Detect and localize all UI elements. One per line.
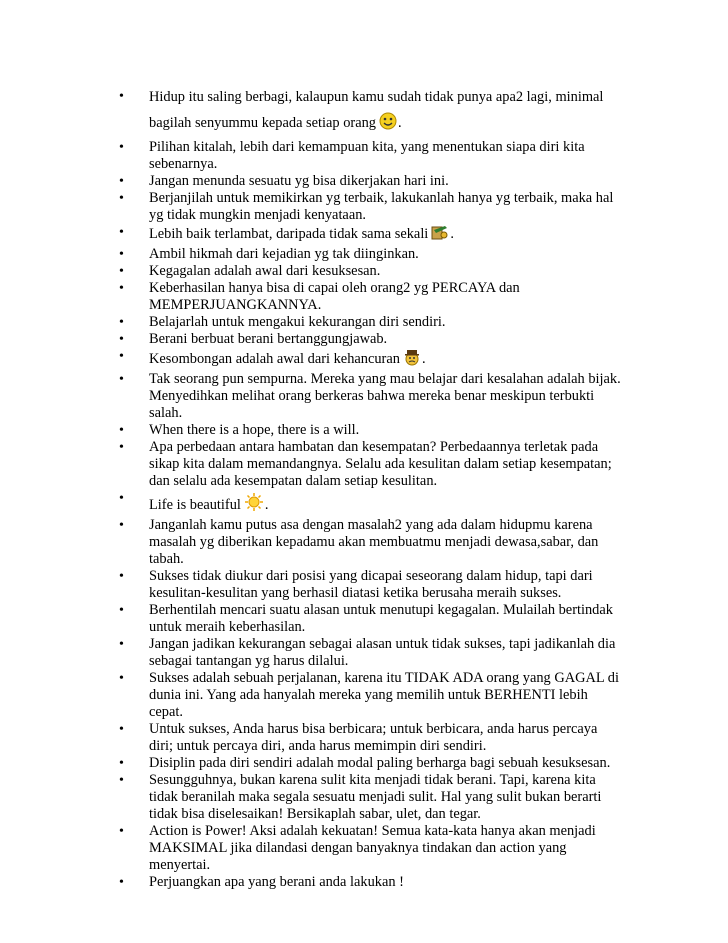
quote-list [119, 84, 624, 891]
list-item: • Berhentilah mencari suatu alasan untuk menutupi kegagalan. Mulailah bertindak untuk meraih keberhasilan. [119, 602, 624, 636]
list-item: • Sukses adalah sebuah perjalanan, karena itu TIDAK ADA orang yang GAGAL di dunia ini. Yang ada hanyalah mereka yang memilih untuk BERHENTI lebih cepat. [119, 670, 624, 721]
list-item: • Jangan jadikan kekurangan sebagai alasan untuk tidak sukses, tapi jadikanlah dia sebagai tantangan yg harus dilalui. [119, 636, 624, 670]
list-item: • Berani berbuat berani bertanggungjawab. [119, 331, 624, 348]
smiley-icon [379, 112, 397, 139]
list-item: • Sukses tidak diukur dari posisi yang dicapai seseorang dalam hidup, tapi dari kesulitan-kesulitan yang berhasil diatasi ketika berusaha meraih sukses. [119, 568, 624, 602]
list-item: • Janganlah kamu putus asa dengan masalah2 yang ada dalam hidupmu karena masalah yg diberikan kepadamu akan membuatmu menjadi dewasa,sabar, dan tabah. [119, 517, 624, 568]
sun-icon [244, 492, 264, 517]
list-item: • Lebih baik terlambat, daripada tidak sama sekali . [119, 224, 624, 246]
list-item: • Untuk sukses, Anda harus bisa berbicara; untuk berbicara, anda harus percaya diri; untuk percaya diri, anda harus memimpin diri sendiri. [119, 721, 624, 755]
list-item: • Perjuangkan apa yang berani anda lakukan ! [119, 874, 624, 891]
list-item: • Action is Power! Aksi adalah kekuatan! Semua kata-kata hanya akan menjadi MAKSIMAL jika dilandasi dengan banyaknya tindakan dan action yang menyertai. [119, 823, 624, 874]
list-item: • Keberhasilan hanya bisa di capai oleh orang2 yg PERCAYA dan MEMPERJUANGKANNYA. [119, 280, 624, 314]
list-item: • Life is beautiful . [119, 490, 624, 517]
list-item: • Apa perbedaan antara hambatan dan kesempatan? Perbedaannya terletak pada sikap kita dalam memandangnya. Selalu ada kesulitan dalam setiap kesempatan; dan selalu ada kesempatan dalam setiap kesulitan. [119, 439, 624, 490]
running-late-icon [431, 224, 449, 246]
list-item: • Berjanjilah untuk memikirkan yg terbaik, lakukanlah hanya yg terbaik, maka hal yg tidak mungkin menjadi kenyataan. [119, 190, 624, 224]
list-item: • Belajarlah untuk mengakui kekurangan diri sendiri. [119, 314, 624, 331]
list-item: • Sesungguhnya, bukan karena sulit kita menjadi tidak berani. Tapi, karena kita tidak beranilah maka segala sesuatu menjadi sulit. Hal yang sulit bukan berarti tidak bisa diselesaikan! Bersikaplah sabar, ulet, dan tegar. [119, 772, 624, 823]
list-item: • Disiplin pada diri sendiri adalah modal paling berharga bagi sebuah kesuksesan. [119, 755, 624, 772]
list-item: • Pilihan kitalah, lebih dari kemampuan kita, yang menentukan siapa diri kita sebenarnya. [119, 139, 624, 173]
list-item: • Kegagalan adalah awal dari kesuksesan. [119, 263, 624, 280]
list-item: • Kesombongan adalah awal dari kehancuran . [119, 348, 624, 371]
list-item-text: Hidup itu saling berbagi, kalaupun kamu sudah tidak punya apa2 lagi, minimal bagilah senyummu kepada setiap orang [149, 89, 604, 131]
list-item: • Hidup itu saling berbagi, kalaupun kamu sudah tidak punya apa2 lagi, minimal bagilah senyummu kepada setiap orang . [119, 84, 624, 139]
sad-hat-icon [403, 348, 421, 371]
list-item: • Jangan menunda sesuatu yg bisa dikerjakan hari ini. [119, 173, 624, 190]
list-item: • Ambil hikmah dari kejadian yg tak diinginkan. [119, 246, 624, 263]
list-item: • When there is a hope, there is a will. [119, 422, 624, 439]
list-item: • Tak seorang pun sempurna. Mereka yang mau belajar dari kesalahan adalah bijak. Menyedihkan melihat orang berkeras bahwa mereka benar meskipun terbukti salah. [119, 371, 624, 422]
